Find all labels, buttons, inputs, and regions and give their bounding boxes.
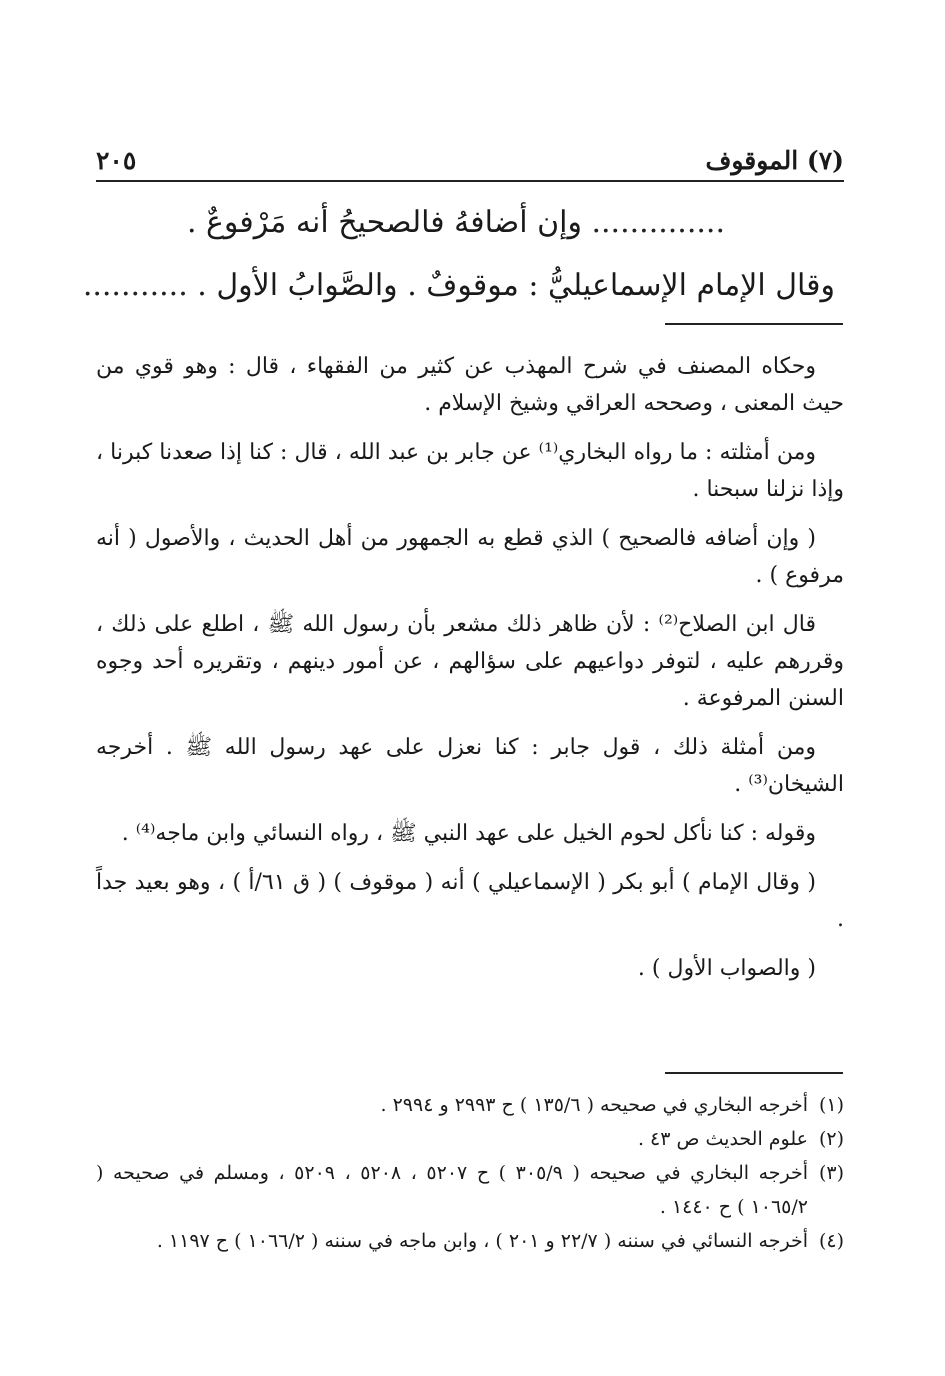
paragraph: قال ابن الصلاح⁽²⁾ : لأن ظاهر ذلك مشعر بأن رسول الله ﷺ ، اطلع على ذلك ، وقررهم عليه ، لتوفر دواعيهم على سؤالهم ، عن أمور دينهم ، وتقريره أحد وجوه السنن المرفوعة . <box>96 612 844 711</box>
paragraph: وقوله : كنا نأكل لحوم الخيل على عهد النبي ﷺ ، رواه النسائي وابن ماجه⁽⁴⁾ . <box>121 821 816 846</box>
footnote <box>96 1088 844 1122</box>
ellipsis-dots: ........... <box>82 268 188 303</box>
verse-text: وقال الإمام الإسماعيليُّ : موقوفٌ . والصَّوابُ الأول . <box>197 268 835 303</box>
footnotes <box>96 1088 844 1258</box>
commentary-body <box>96 348 844 987</box>
footnote-text: أخرجه النسائي في سننه ( ٢٢/٧ و ٢٠١ ) ، وابن ماجه في سننه ( ١٠٦٦/٢ ) ح ١١٩٧ . <box>156 1230 808 1252</box>
footnote-text: أخرجه البخاري في صحيحه ( ٣٠٥/٩ ) ح ٥٢٠٧ ، ٥٢٠٨ ، ٥٢٠٩ ، ومسلم في صحيحه ( ١٠٦٥/٢ ) ح ١٤٤٠ . <box>96 1162 809 1218</box>
footnote-number: (٤) <box>818 1230 844 1252</box>
footnote <box>96 1224 844 1258</box>
paragraph: ومن أمثلة ذلك ، قول جابر : كنا نعزل على عهد رسول الله ﷺ . أخرجه الشيخان⁽³⁾ . <box>96 735 844 797</box>
footnote-text: أخرجه البخاري في صحيحه ( ١٣٥/٦ ) ح ٢٩٩٣ و ٢٩٩٤ . <box>380 1094 808 1116</box>
footnote <box>96 1122 844 1156</box>
verse-separator-rule <box>665 323 843 325</box>
paragraph: ( وإن أضافه فالصحيح ) الذي قطع به الجمهور من أهل الحديث ، والأصول ( أنه مرفوع ) . <box>96 526 844 588</box>
verse-line-1 <box>187 205 725 240</box>
chapter-title: (٧) الموقوف <box>705 146 844 175</box>
footnote-number: (٣) <box>818 1162 844 1184</box>
footnote-text: علوم الحديث ص ٤٣ . <box>637 1128 808 1150</box>
running-header <box>96 140 844 182</box>
verse-text: وإن أضافهُ فالصحيحُ أنه مَرْفوعٌ . <box>186 205 582 240</box>
paragraph: ومن أمثلته : ما رواه البخاري⁽¹⁾ عن جابر بن عبد الله ، قال : كنا إذا صعدنا كبرنا ، وإذا نزلنا سبحنا . <box>96 440 844 502</box>
ellipsis-dots: .............. <box>591 205 725 240</box>
paragraph: ( والصواب الأول ) . <box>637 956 816 981</box>
paragraph: وحكاه المصنف في شرح المهذب عن كثير من الفقهاء ، قال : وهو قوي من حيث المعنى ، وصححه العراقي وشيخ الإسلام . <box>96 354 844 416</box>
paragraph: ( وقال الإمام ) أبو بكر ( الإسماعيلي ) أنه ( موقوف ) ( ق ٦١/أ ) ، وهو بعيد جداً . <box>96 870 844 932</box>
footnote-number: (٢) <box>818 1128 844 1150</box>
footnote <box>96 1156 844 1224</box>
footnote-separator-rule <box>665 1072 843 1074</box>
page-number: ٢٠٥ <box>96 146 137 175</box>
footnote-number: (١) <box>818 1094 844 1116</box>
verse-line-2 <box>83 268 835 303</box>
